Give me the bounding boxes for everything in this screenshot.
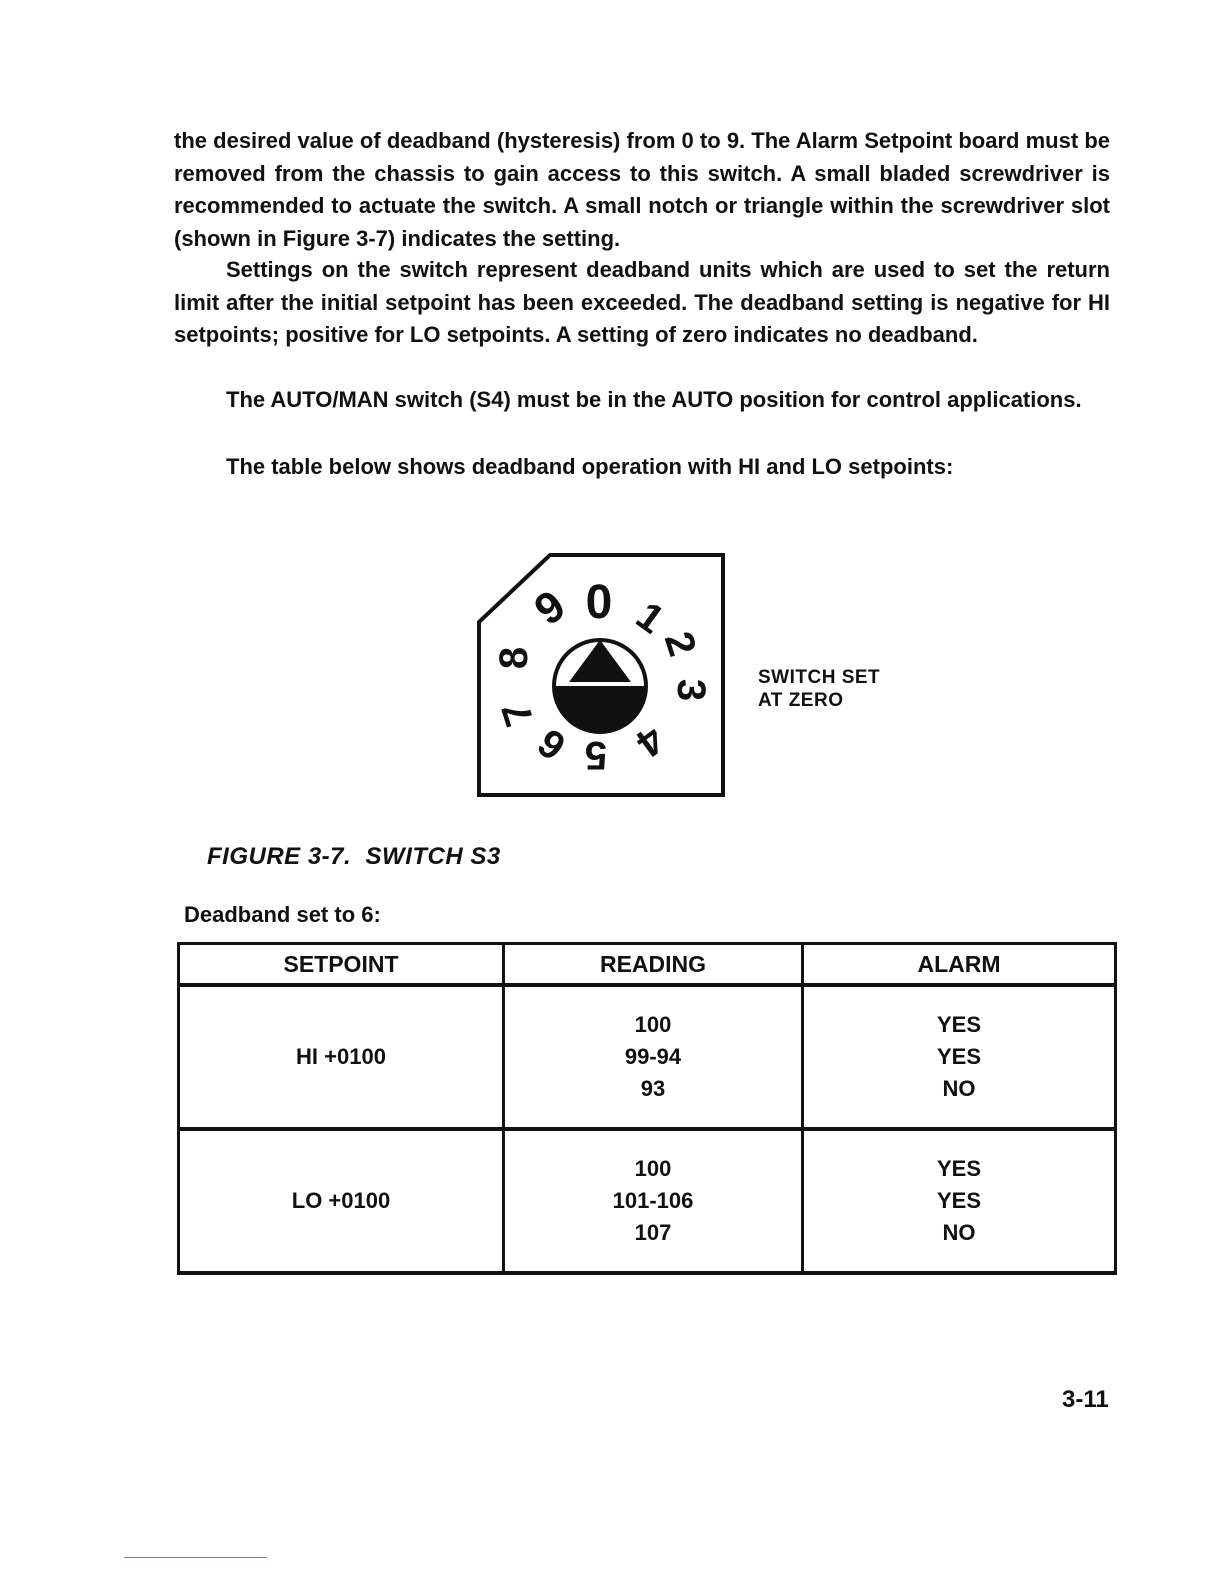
dial-digit-5: 5 <box>584 733 608 777</box>
reading-value: 99-94 <box>624 1044 682 1069</box>
reading-value: 107 <box>634 1220 672 1245</box>
reading-value: 100 <box>634 1156 672 1181</box>
paragraph-auto-man-switch: The AUTO/MAN switch (S4) must be in the AUTO position for control applications. <box>226 387 1082 412</box>
switch-setting-label <box>758 666 880 712</box>
dial-digit-8: 8 <box>492 646 536 670</box>
reading-cell <box>504 985 803 1129</box>
paragraph-deadband-access: the desired value of deadband (hysteresis) from 0 to 9. The Alarm Setpoint board must be removed from the chassis to gain access to this switch. A small bladed screwdriver is recommended to actuate the switch. A small notch or triangle within the screwdriver slot (shown in Figure 3-7) indicates the setting. <box>174 128 1110 251</box>
switch-label-line-1: SWITCH SET <box>758 667 881 688</box>
setpoint-cell: HI +0100 <box>179 985 504 1129</box>
dial-digit-3: 3 <box>669 678 713 702</box>
table-row <box>179 1129 1116 1273</box>
dial-digit-6: 6 <box>530 719 574 769</box>
alarm-value: YES <box>936 1044 982 1069</box>
header-alarm: ALARM <box>803 944 1116 986</box>
dial-digit-0: 0 <box>585 576 613 629</box>
header-reading: READING <box>504 944 803 986</box>
table-header-row <box>179 944 1116 986</box>
paragraph-deadband-settings: Settings on the switch represent deadband units which are used to set the return limit after the initial setpoint has been exceeded. The deadband setting is negative for HI setpoints; positive for LO setpoints. A setting of zero indicates no deadband. <box>174 257 1110 347</box>
reading-cell <box>504 1129 803 1273</box>
table-heading: Deadband set to 6: <box>184 902 381 927</box>
alarm-value: YES <box>936 1156 982 1181</box>
table-row <box>179 985 1116 1129</box>
alarm-value: NO <box>942 1076 976 1101</box>
dial-digit-2: 2 <box>655 626 705 662</box>
alarm-value: YES <box>936 1012 982 1037</box>
alarm-value: NO <box>942 1220 976 1245</box>
reading-value: 101-106 <box>612 1188 694 1213</box>
dial-slot <box>554 686 646 732</box>
rotary-switch-s3-diagram <box>474 550 726 798</box>
reading-value: 100 <box>634 1012 672 1037</box>
scan-divider-line <box>124 1557 267 1558</box>
alarm-cell <box>803 1129 1116 1273</box>
dial-digit-1: 1 <box>628 593 672 643</box>
paragraph-table-intro: The table below shows deadband operation with HI and LO setpoints: <box>226 454 954 479</box>
dial-digit-9: 9 <box>525 580 575 636</box>
header-setpoint: SETPOINT <box>179 944 504 986</box>
switch-label-line-2: AT ZERO <box>758 690 844 711</box>
deadband-table <box>177 942 1117 1275</box>
dial-digit-4: 4 <box>628 716 672 766</box>
page-number: 3-11 <box>1062 1386 1109 1413</box>
alarm-value: YES <box>936 1188 982 1213</box>
figure-caption: FIGURE 3-7. SWITCH S3 <box>207 843 501 870</box>
alarm-cell <box>803 985 1116 1129</box>
dial-digit-7: 7 <box>493 696 543 732</box>
setpoint-cell: LO +0100 <box>179 1129 504 1273</box>
reading-value: 93 <box>640 1076 666 1101</box>
